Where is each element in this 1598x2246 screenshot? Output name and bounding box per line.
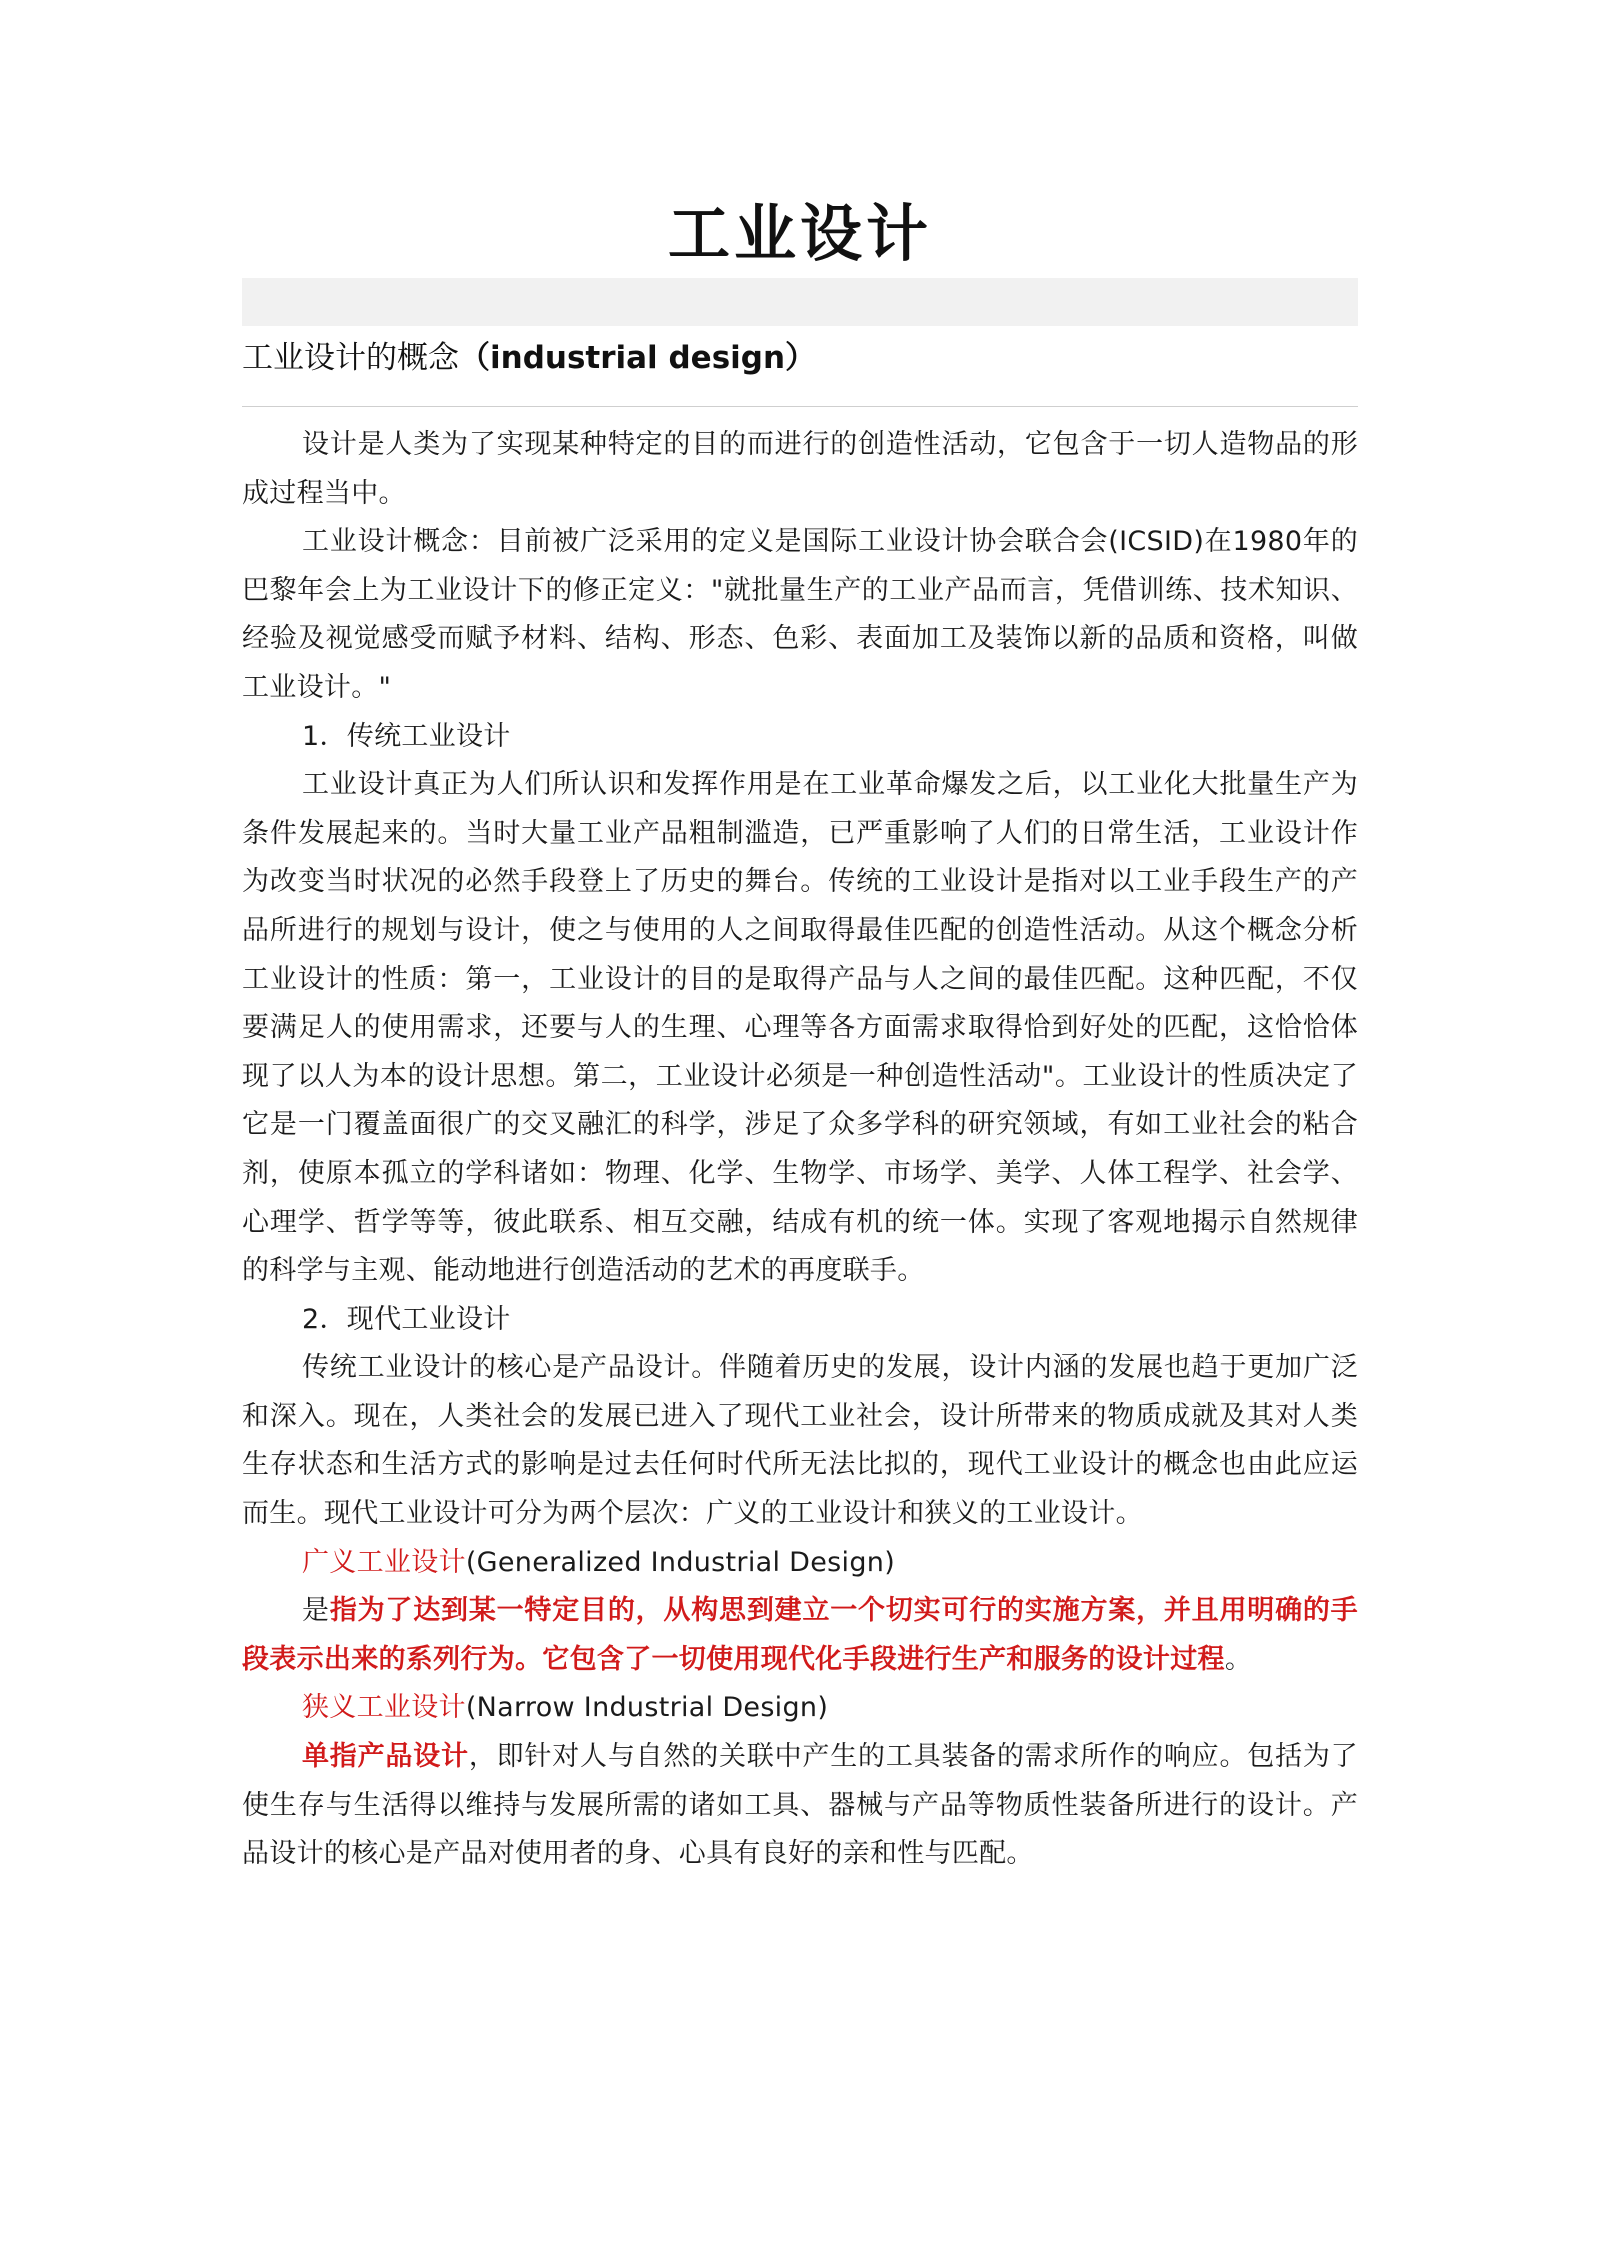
section-heading-cn: 工业设计的概念 <box>242 340 459 376</box>
paragraph-generalized <box>242 1587 1358 1684</box>
narrow-label: 狭义工业设计 <box>302 1692 466 1724</box>
list-item-traditional: 1．传统工业设计 <box>302 720 511 752</box>
generalized-end: 。 <box>1224 1643 1253 1675</box>
paragraph-intro: 设计是人类为了实现某种特定的目的而进行的创造性活动，它包含于一切人造物品的形成过程当中。 <box>242 429 1358 509</box>
section-rule <box>242 406 1358 407</box>
subheading-generalized <box>242 1539 1358 1588</box>
generalized-lead: 是 <box>302 1595 330 1627</box>
list-item-modern: 2．现代工业设计 <box>302 1303 511 1335</box>
section-heading <box>242 326 1358 388</box>
narrow-english: (Narrow Industrial Design) <box>465 1692 829 1724</box>
generalized-english: (Generalized Industrial Design) <box>465 1546 896 1578</box>
title-divider-band <box>242 278 1358 326</box>
paragraph-definition: 工业设计概念：目前被广泛采用的定义是国际工业设计协会联合会(ICSID)在1980年的巴黎年会上为工业设计下的修正定义："就批量生产的工业产品而言，凭借训练、技术知识、经验及视觉感受而赋予材料、结构、形态、色彩、表面加工及装饰以新的品质和资格，叫做工业设计。" <box>242 526 1358 703</box>
paragraph-narrow <box>242 1733 1358 1879</box>
document-body <box>242 421 1358 1879</box>
generalized-label: 广义工业设计 <box>302 1546 466 1578</box>
subheading-narrow <box>242 1684 1358 1733</box>
narrow-definition-rest: ，即针对人与自然的关联中产生的工具装备的需求所作的响应。包括为了使生存与生活得以维持与发展所需的诸如工具、器械与产品等物质性装备所进行的设计。产品设计的核心是产品对使用者的身、心具有良好的亲和性与匹配。 <box>242 1741 1358 1870</box>
document-page <box>242 0 1358 1879</box>
paragraph-modern: 传统工业设计的核心是产品设计。伴随着历史的发展，设计内涵的发展也趋于更加广泛和深入。现在，人类社会的发展已进入了现代工业社会，设计所带来的物质成就及其对人类生存状态和生活方式的影响是过去任何时代所无法比拟的，现代工业设计的概念也由此应运而生。现代工业设计可分为两个层次：广义的工业设计和狭义的工业设计。 <box>242 1352 1358 1530</box>
narrow-definition-lead: 单指产品设计 <box>302 1741 469 1773</box>
paragraph-traditional: 工业设计真正为人们所认识和发挥作用是在工业革命爆发之后，以工业化大批量生产为条件发展起来的。当时大量工业产品粗制滥造，已严重影响了人们的日常生活，工业设计作为改变当时状况的必然手段登上了历史的舞台。传统的工业设计是指对以工业手段生产的产品所进行的规划与设计，使之与使用的人之间取得最佳匹配的创造性活动。从这个概念分析工业设计的性质：第一，工业设计的目的是取得产品与人之间的最佳匹配。这种匹配，不仅要满足人的使用需求，还要与人的生理、心理等各方面需求取得恰到好处的匹配，这恰恰体现了以人为本的设计思想。第二，工业设计必须是一种创造性活动"。工业设计的性质决定了它是一门覆盖面很广的交叉融汇的科学，涉足了众多学科的研究领域，有如工业社会的粘合剂，使原本孤立的学科诸如：物理、化学、生物学、市场学、美学、人体工程学、社会学、心理学、哲学等等，彼此联系、相互交融，结成有机的统一体。实现了客观地揭示自然规律的科学与主观、能动地进行创造活动的艺术的再度联手。 <box>242 769 1358 1287</box>
section-heading-en: （industrial design） <box>459 340 817 376</box>
document-title: 工业设计 <box>667 197 932 270</box>
generalized-definition: 指为了达到某一特定目的，从构思到建立一个切实可行的实施方案，并且用明确的手段表示出来的系列行为。它包含了一切使用现代化手段进行生产和服务的设计过程 <box>242 1595 1358 1675</box>
